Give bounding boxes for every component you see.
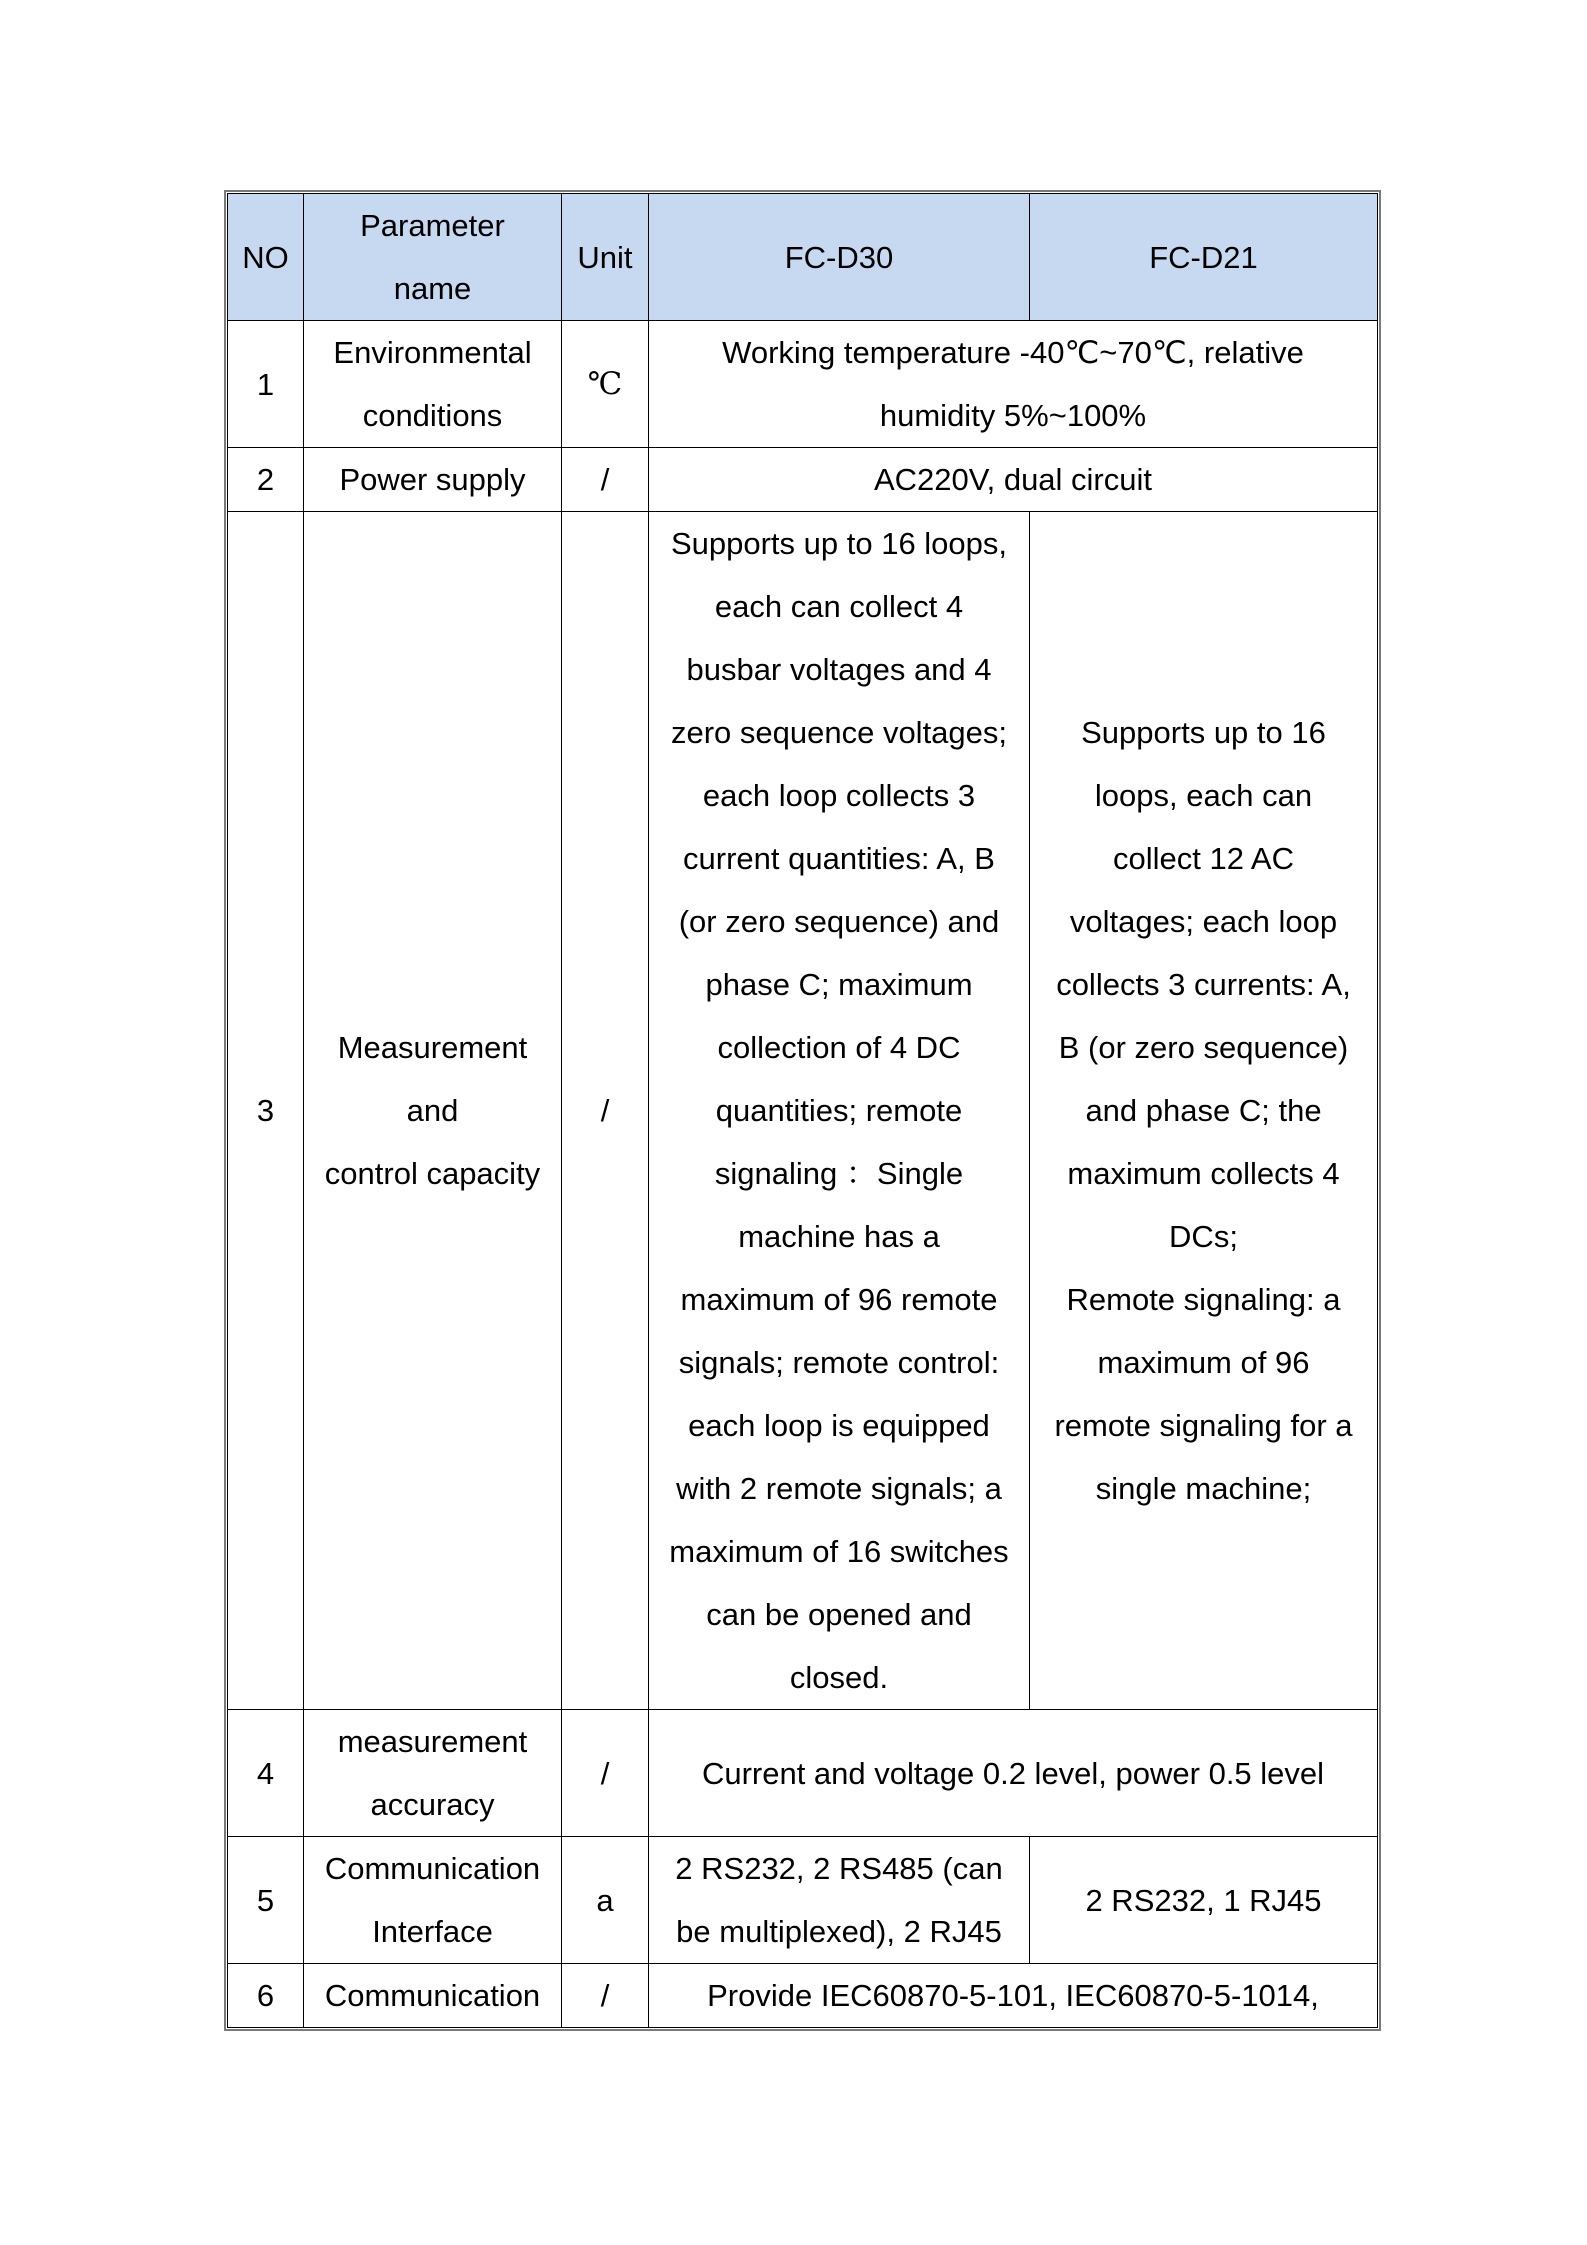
table-header-row (228, 194, 1378, 321)
fc-d30-value-cell: 2 RS232, 2 RS485 (can be multiplexed), 2 RJ45 (649, 1837, 1030, 1964)
fc-d21-value-cell: 2 RS232, 1 RJ45 (1030, 1837, 1378, 1964)
unit-cell: / (562, 512, 649, 1710)
spec-table (227, 193, 1378, 2028)
row-number: 1 (228, 321, 304, 448)
parameter-name: Environmental conditions (304, 321, 562, 448)
unit-cell: / (562, 448, 649, 512)
row-number: 4 (228, 1710, 304, 1837)
table-row (228, 321, 1378, 448)
merged-value-cell: Current and voltage 0.2 level, power 0.5 level (649, 1710, 1378, 1837)
parameter-name: Measurement and control capacity (304, 512, 562, 1710)
row-number: 3 (228, 512, 304, 1710)
header-no: NO (228, 194, 304, 321)
parameter-name: Communication Interface (304, 1837, 562, 1964)
table-row (228, 1837, 1378, 1964)
merged-value-cell: Provide IEC60870-5-101, IEC60870-5-1014, (649, 1964, 1378, 2028)
header-unit: Unit (562, 194, 649, 321)
table-row (228, 1710, 1378, 1837)
unit-cell: / (562, 1964, 649, 2028)
merged-value-cell: Working temperature -40℃~70℃, relative humidity 5%~100% (649, 321, 1378, 448)
table-row (228, 448, 1378, 512)
header-fc-d30: FC-D30 (649, 194, 1030, 321)
row-number: 2 (228, 448, 304, 512)
fc-d21-value-cell: Supports up to 16 loops, each can collect 12 AC voltages; each loop collects 3 currents: A, B (or zero sequence) and phase C; the maximum collects 4 DCs; Remote signaling: a maximum of 96 remote signaling for a single machine; (1030, 512, 1378, 1710)
table-row (228, 512, 1378, 1710)
unit-cell: a (562, 1837, 649, 1964)
table-row (228, 1964, 1378, 2028)
row-number: 6 (228, 1964, 304, 2028)
unit-cell: ℃ (562, 321, 649, 448)
parameter-name: Power supply (304, 448, 562, 512)
merged-value-cell: AC220V, dual circuit (649, 448, 1378, 512)
header-fc-d21: FC-D21 (1030, 194, 1378, 321)
row-number: 5 (228, 1837, 304, 1964)
parameter-name: Communication (304, 1964, 562, 2028)
parameter-name: measurement accuracy (304, 1710, 562, 1837)
fc-d30-value-cell: Supports up to 16 loops, each can collect 4 busbar voltages and 4 zero sequence voltages; each loop collects 3 current quantities: A, B (or zero sequence) and phase C; maximum collection of 4 DC quantities; remote signaling ：Single machine has a maximum of 96 remote signals; remote control: each loop is equipped with 2 remote signals; a maximum of 16 switches can be opened and closed. (649, 512, 1030, 1710)
header-parameter-name: Parameter name (304, 194, 562, 321)
unit-cell: / (562, 1710, 649, 1837)
